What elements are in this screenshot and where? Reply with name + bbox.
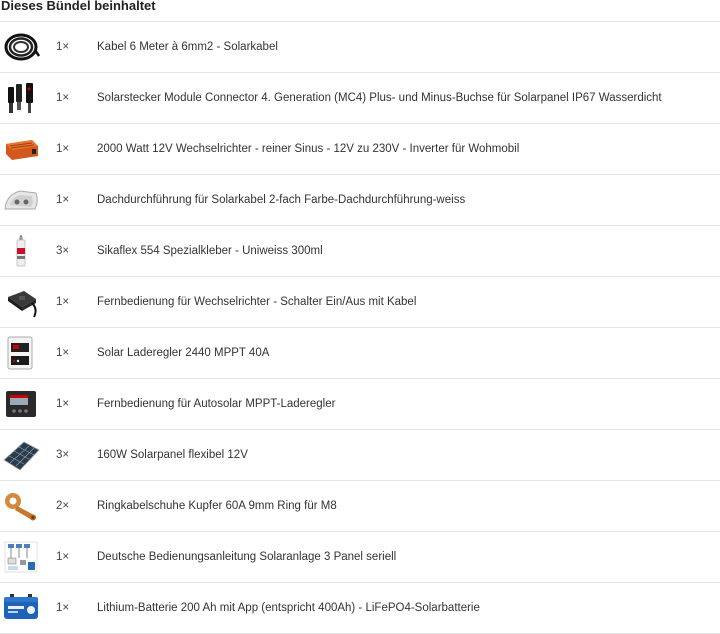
bundle-item: [0, 72, 720, 123]
mc4-connector-icon: [2, 81, 40, 115]
item-name: Sikaflex 554 Spezialkleber - Uniweiss 300ml: [97, 245, 323, 257]
bundle-item-list: [0, 21, 720, 634]
roof-gland-icon: [2, 183, 40, 217]
item-quantity: 1×: [56, 296, 70, 308]
item-name: Solarstecker Module Connector 4. Generation (MC4) Plus- und Minus-Buchse für Solarpanel IP67 Wasserdicht: [97, 92, 662, 104]
item-quantity: 1×: [56, 398, 70, 410]
item-name: Ringkabelschuhe Kupfer 60A 9mm Ring für M8: [97, 500, 337, 512]
manual-diagram-icon: [2, 540, 40, 574]
bundle-item: [0, 174, 720, 225]
item-name: Solar Laderegler 2440 MPPT 40A: [97, 347, 270, 359]
item-name: 2000 Watt 12V Wechselrichter - reiner Sinus - 12V zu 230V - Inverter für Wohmobil: [97, 143, 520, 155]
item-quantity: 1×: [56, 551, 70, 563]
item-quantity: 1×: [56, 41, 70, 53]
bundle-item: [0, 21, 720, 72]
remote-switch-icon: [2, 285, 40, 319]
item-name: Dachdurchführung für Solarkabel 2-fach Farbe-Dachdurchführung-weiss: [97, 194, 466, 206]
charge-controller-icon: [2, 336, 40, 370]
item-quantity: 1×: [56, 347, 70, 359]
item-quantity: 1×: [56, 143, 70, 155]
battery-icon: [2, 591, 40, 625]
item-name: Kabel 6 Meter à 6mm2 - Solarkabel: [97, 41, 278, 53]
item-name: Fernbedienung für Autosolar MPPT-Laderegler: [97, 398, 336, 410]
item-name: Fernbedienung für Wechselrichter - Schalter Ein/Aus mit Kabel: [97, 296, 417, 308]
item-name: 160W Solarpanel flexibel 12V: [97, 449, 248, 461]
bundle-title: Dieses Bündel beinhaltet: [1, 0, 156, 13]
bundle-item: [0, 276, 720, 327]
bundle-item: [0, 225, 720, 276]
inverter-icon: [2, 132, 40, 166]
ring-terminal-icon: [2, 489, 40, 523]
bundle-item: [0, 378, 720, 429]
item-quantity: 1×: [56, 602, 70, 614]
item-quantity: 1×: [56, 92, 70, 104]
controller-remote-icon: [2, 387, 40, 421]
bundle-item: [0, 327, 720, 378]
item-quantity: 3×: [56, 449, 70, 461]
bundle-item: [0, 480, 720, 531]
adhesive-cartridge-icon: [2, 234, 40, 268]
item-quantity: 3×: [56, 245, 70, 257]
bundle-item: [0, 531, 720, 582]
solar-panel-icon: [2, 438, 40, 472]
bundle-item: [0, 429, 720, 480]
bundle-item: [0, 582, 720, 634]
item-name: Lithium-Batterie 200 Ah mit App (entspricht 400Ah) - LiFePO4-Solarbatterie: [97, 602, 480, 614]
cable-coil-icon: [2, 30, 40, 64]
item-quantity: 2×: [56, 500, 70, 512]
item-quantity: 1×: [56, 194, 70, 206]
bundle-item: [0, 123, 720, 174]
item-name: Deutsche Bedienungsanleitung Solaranlage 3 Panel seriell: [97, 551, 397, 563]
